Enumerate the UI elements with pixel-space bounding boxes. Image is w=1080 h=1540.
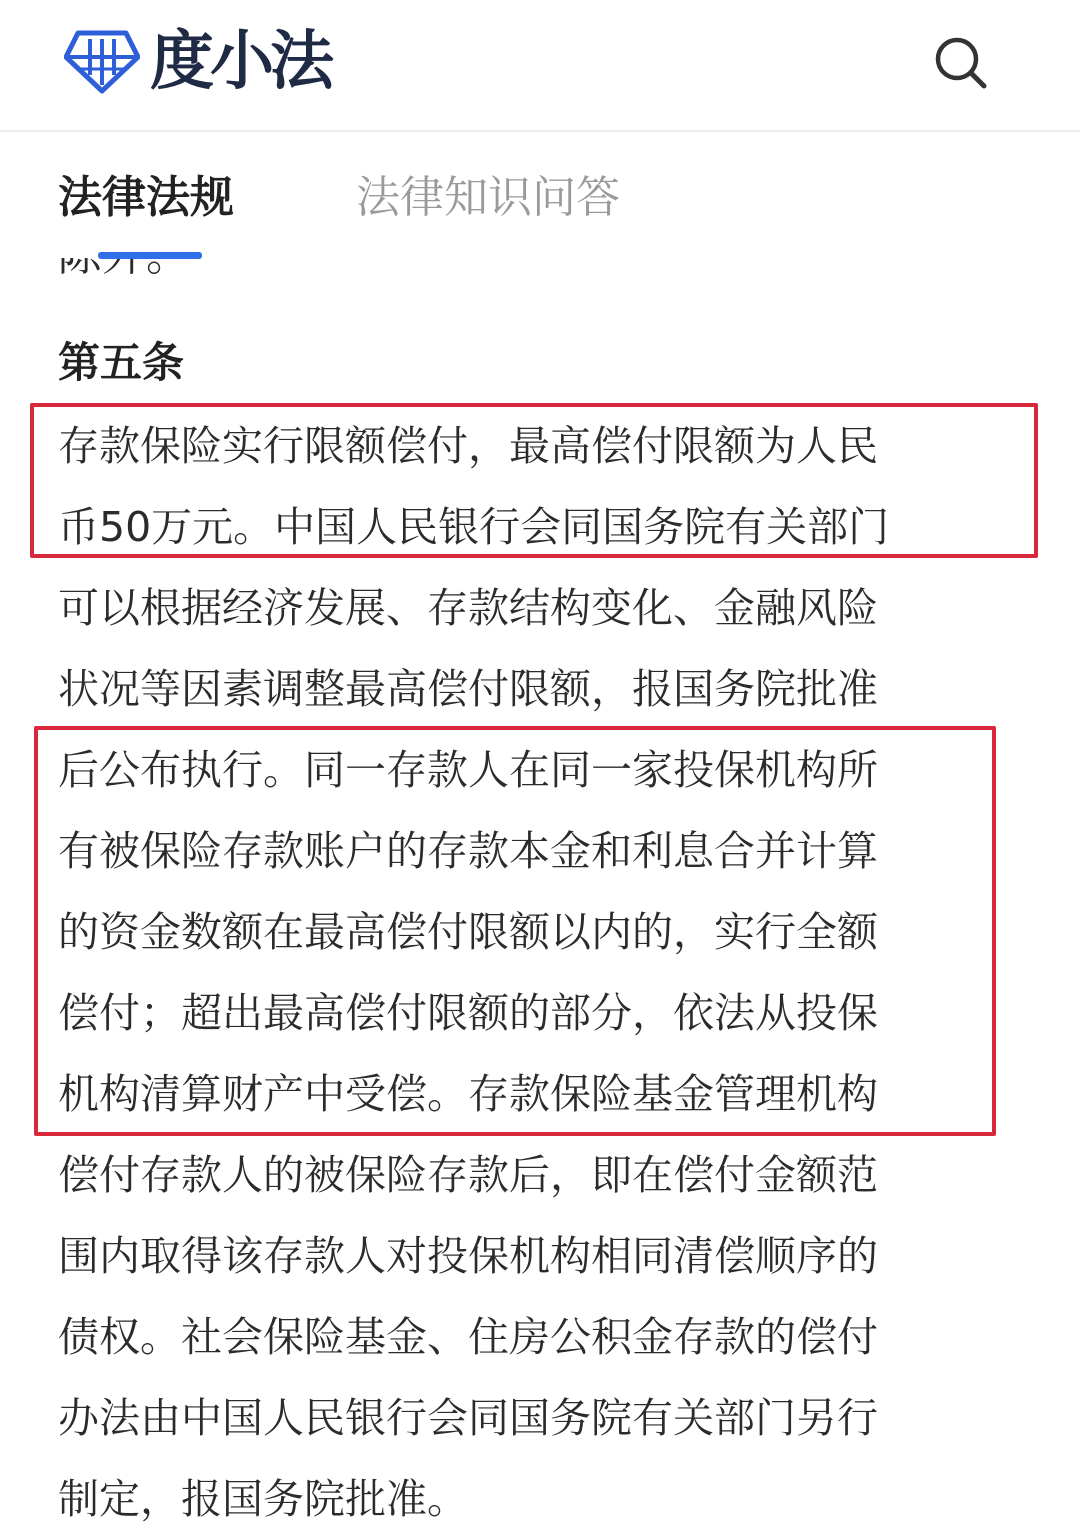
article-line: 制定，报国务院批准。 xyxy=(58,1475,468,1523)
article-line: 的资金数额在最高偿付限额以内的，实行全额 xyxy=(58,908,878,956)
article-heading: 第五条 xyxy=(58,338,185,387)
shield-logo-icon xyxy=(64,29,140,95)
article-line: 币50万元。中国人民银行会同国务院有关部门 xyxy=(58,503,890,551)
article-line: 办法由中国人民银行会同国务院有关部门另行 xyxy=(58,1394,878,1442)
article-line: 可以根据经济发展、存款结构变化、金融风险 xyxy=(58,584,878,632)
article-line: 债权。社会保险基金、住房公积金存款的偿付 xyxy=(58,1313,878,1361)
article-line: 存款保险实行限额偿付，最高偿付限额为人民 xyxy=(58,422,878,470)
active-tab-indicator xyxy=(98,252,202,259)
tab-laws-regulations[interactable]: 法律法规 xyxy=(58,172,234,223)
app-logo[interactable] xyxy=(64,26,330,98)
search-icon xyxy=(928,30,992,94)
article-content xyxy=(58,330,1018,1540)
article-line: 围内取得该存款人对投保机构相同清偿顺序的 xyxy=(58,1232,878,1280)
article-line: 偿付；超出最高偿付限额的部分，依法从投保 xyxy=(58,989,878,1037)
tab-legal-qa[interactable]: 法律知识问答 xyxy=(356,172,620,223)
article-line: 后公布执行。同一存款人在同一家投保机构所 xyxy=(58,746,878,794)
search-button[interactable] xyxy=(928,30,992,94)
tab-bar xyxy=(0,132,1080,258)
article-line: 机构清算财产中受偿。存款保险基金管理机构 xyxy=(58,1070,878,1118)
article-line: 有被保险存款账户的存款本金和利息合并计算 xyxy=(58,827,878,875)
article-line: 偿付存款人的被保险存款后，即在偿付金额范 xyxy=(58,1151,878,1199)
article-line: 状况等因素调整最高偿付限额，报国务院批准 xyxy=(58,665,878,713)
logo-text: 度小法 xyxy=(150,25,330,99)
app-header xyxy=(0,0,1080,132)
